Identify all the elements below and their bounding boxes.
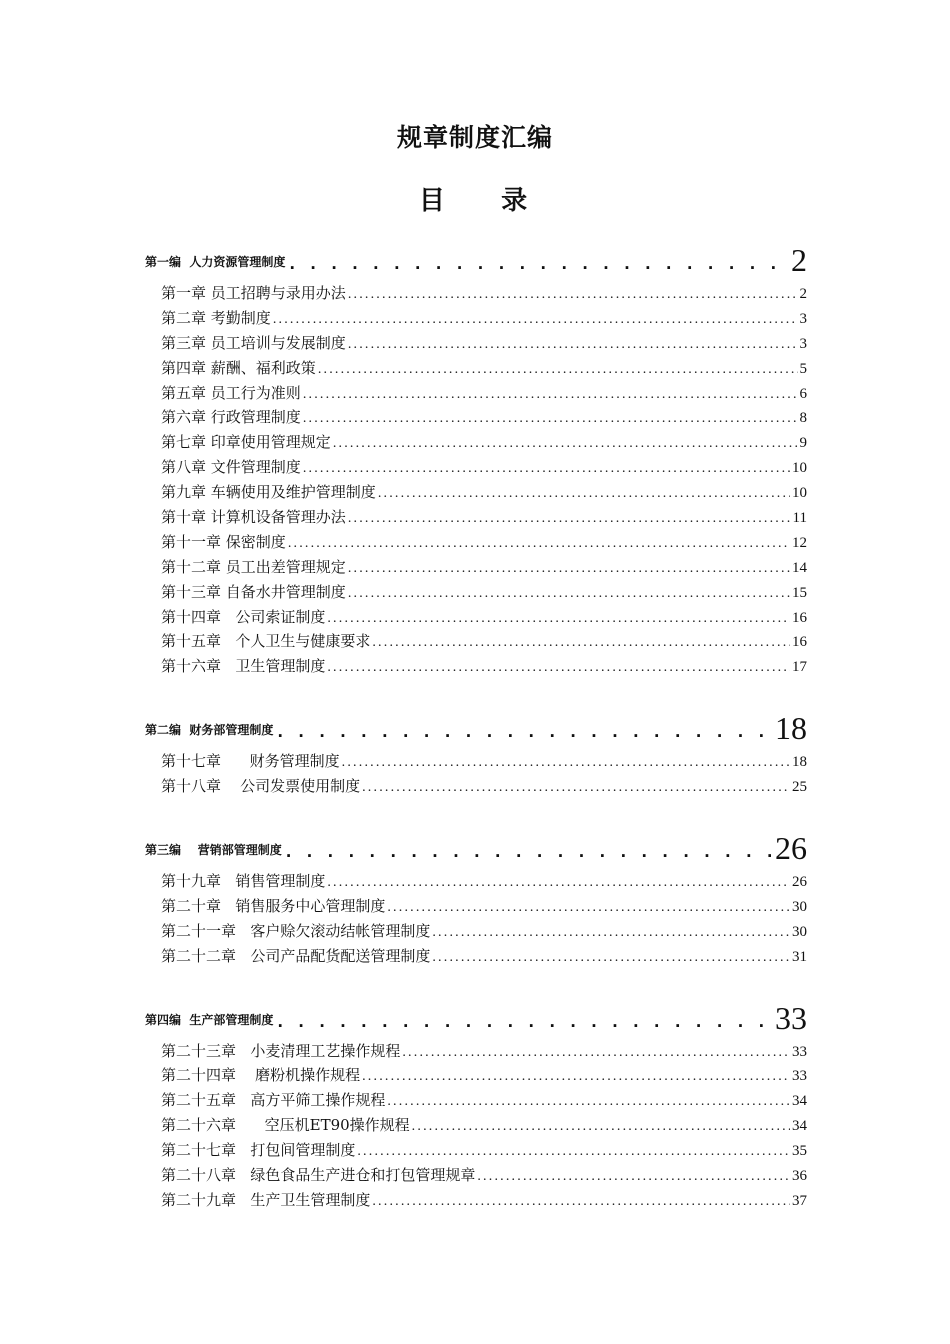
dot-leader [327, 660, 790, 676]
toc-chapter-entry[interactable] [161, 481, 807, 506]
chapter-number: 第二十章 [161, 896, 222, 915]
toc-chapter-entry[interactable] [161, 406, 807, 431]
part-page-number: 18 [775, 710, 807, 747]
dot-leader [289, 255, 787, 276]
chapter-title: 销售服务中心管理制度 [235, 896, 386, 915]
part-page-number: 33 [775, 999, 807, 1036]
chapter-number: 第九章 [161, 483, 207, 502]
chapter-list [161, 870, 807, 970]
toc-chapter-entry[interactable] [161, 1040, 807, 1065]
chapter-number: 第二十一章 [161, 921, 237, 940]
toc-part-entry[interactable] [145, 990, 807, 1034]
dot-leader [372, 635, 790, 651]
chapter-page-number: 17 [792, 659, 807, 676]
chapter-number: 第五章 [161, 383, 207, 402]
chapter-title: 员工出差管理规定 [225, 557, 346, 576]
part-title: 第二编 财务部管理制度 [145, 723, 274, 738]
toc-chapter-entry[interactable] [161, 1189, 807, 1214]
chapter-title: 印章使用管理规定 [210, 433, 331, 452]
dot-leader [342, 755, 790, 771]
chapter-number: 第二十五章 [161, 1091, 237, 1110]
toc-chapter-entry[interactable] [161, 945, 807, 970]
toc-chapter-entry[interactable] [161, 1064, 807, 1089]
chapter-title: 保密制度 [225, 532, 286, 551]
toc-chapter-entry[interactable] [161, 775, 807, 800]
toc-chapter-entry[interactable] [161, 357, 807, 382]
chapter-spacer [236, 1042, 250, 1060]
chapter-spacer [236, 947, 250, 965]
chapter-number: 第二十八章 [161, 1166, 237, 1185]
chapter-page-number: 30 [792, 923, 807, 940]
dot-leader [286, 843, 771, 864]
chapter-page-number: 3 [799, 310, 807, 327]
part-title: 第四编 生产部管理制度 [145, 1012, 274, 1027]
chapter-number: 第四章 [161, 358, 207, 377]
dot-leader [303, 461, 790, 477]
chapter-title: 绿色食品生产进仓和打包管理规章 [250, 1166, 476, 1185]
part-title: 第一编 人力资源管理制度 [145, 255, 286, 269]
dot-leader [318, 362, 798, 378]
toc-chapter-entry[interactable] [161, 895, 807, 920]
toc-chapter-entry[interactable] [161, 630, 807, 655]
chapter-spacer [236, 1166, 250, 1184]
chapter-page-number: 33 [792, 1068, 807, 1085]
chapter-page-number: 11 [792, 510, 807, 527]
chapter-number: 第十四章 [161, 607, 222, 626]
chapter-page-number: 36 [792, 1168, 807, 1185]
chapter-number: 第十三章 [161, 582, 222, 601]
toc-chapter-entry[interactable] [161, 456, 807, 481]
chapter-page-number: 9 [799, 435, 807, 452]
chapter-number: 第二十二章 [161, 946, 237, 965]
dot-leader [432, 950, 790, 966]
toc-chapter-entry[interactable] [161, 307, 807, 332]
chapter-number: 第六章 [161, 408, 207, 427]
chapter-number: 第十二章 [161, 557, 222, 576]
dot-leader [348, 561, 790, 577]
chapter-title: 员工培训与发展制度 [210, 333, 346, 352]
chapter-number: 第八章 [161, 458, 207, 477]
toc-chapter-entry[interactable] [161, 870, 807, 895]
chapter-title: 磨粉机操作规程 [255, 1066, 361, 1085]
toc-chapter-entry[interactable] [161, 531, 807, 556]
chapter-title: 公司发票使用制度 [240, 777, 361, 796]
toc-chapter-entry[interactable] [161, 655, 807, 680]
chapter-list [161, 1040, 807, 1214]
chapter-page-number: 10 [792, 460, 807, 477]
chapter-number: 第十章 [161, 508, 207, 527]
chapter-title: 空压机ET90操作规程 [264, 1116, 410, 1135]
chapter-number: 第二章 [161, 308, 207, 327]
toc-chapter-entry[interactable] [161, 581, 807, 606]
chapter-title: 客户赊欠滚动结帐管理制度 [250, 921, 431, 940]
chapter-title: 文件管理制度 [210, 458, 301, 477]
chapter-title: 考勤制度 [210, 308, 271, 327]
dot-leader [348, 337, 798, 353]
dot-leader [357, 1144, 790, 1160]
chapter-spacer [221, 608, 235, 626]
chapter-number: 第二十六章 [161, 1116, 237, 1135]
chapter-spacer [236, 1066, 255, 1084]
dot-leader [348, 511, 791, 527]
dot-leader [277, 723, 771, 744]
dot-leader [387, 1094, 790, 1110]
dot-leader [303, 387, 798, 403]
toc-chapter-entry[interactable] [161, 1139, 807, 1164]
toc-chapter-entry[interactable] [161, 332, 807, 357]
chapter-number: 第二十四章 [161, 1066, 237, 1085]
dot-leader [402, 1045, 790, 1061]
chapter-page-number: 16 [792, 634, 807, 651]
document-title: 规章制度汇编 [396, 123, 553, 152]
chapter-page-number: 18 [792, 754, 807, 771]
chapter-number: 第三章 [161, 333, 207, 352]
chapter-page-number: 25 [792, 779, 807, 796]
dot-leader [303, 411, 798, 427]
chapter-title: 个人卫生与健康要求 [235, 632, 371, 651]
chapter-title: 销售管理制度 [235, 872, 326, 891]
chapter-number: 第十六章 [161, 657, 222, 676]
toc-chapter-entry[interactable] [161, 382, 807, 407]
chapter-number: 第二十三章 [161, 1041, 237, 1060]
toc-part-entry[interactable] [145, 700, 807, 747]
dot-leader [333, 436, 798, 452]
chapter-spacer [236, 1141, 250, 1159]
toc-part-entry[interactable] [145, 232, 807, 276]
chapter-page-number: 16 [792, 609, 807, 626]
chapter-page-number: 6 [799, 385, 807, 402]
chapter-spacer [221, 752, 250, 770]
chapter-title: 员工行为准则 [210, 383, 301, 402]
chapter-page-number: 26 [792, 874, 807, 891]
chapter-title: 计算机设备管理办法 [210, 508, 346, 527]
toc-chapter-entry[interactable] [161, 920, 807, 945]
chapter-title: 员工招聘与录用办法 [210, 284, 346, 302]
chapter-spacer [236, 922, 250, 940]
chapter-title: 车辆使用及维护管理制度 [210, 483, 376, 502]
chapter-spacer [221, 872, 235, 890]
chapter-spacer [221, 632, 235, 650]
chapter-page-number: 33 [792, 1043, 807, 1060]
chapter-number: 第十一章 [161, 532, 222, 551]
chapter-number: 第十八章 [161, 777, 222, 796]
chapter-title: 小麦清理工艺操作规程 [250, 1041, 401, 1060]
dot-leader [378, 486, 790, 502]
chapter-number: 第十五章 [161, 632, 222, 651]
chapter-number: 第十七章 [161, 752, 222, 771]
toc-chapter-entry[interactable] [161, 506, 807, 531]
dot-leader [327, 875, 790, 891]
chapter-title: 公司产品配货配送管理制度 [250, 946, 431, 965]
chapter-page-number: 3 [799, 335, 807, 352]
dot-leader [273, 312, 798, 328]
chapter-page-number: 10 [792, 485, 807, 502]
chapter-spacer [221, 897, 235, 915]
chapter-number: 第一章 [161, 284, 207, 302]
chapter-spacer [236, 1116, 265, 1134]
chapter-title: 自备水井管理制度 [225, 582, 346, 601]
chapter-page-number: 12 [792, 534, 807, 551]
chapter-title: 生产卫生管理制度 [250, 1190, 371, 1209]
dot-leader [327, 611, 790, 627]
chapter-page-number: 35 [792, 1143, 807, 1160]
toc-chapter-entry[interactable] [161, 1089, 807, 1114]
dot-leader [277, 1013, 771, 1034]
chapter-page-number: 5 [799, 360, 807, 377]
chapter-spacer [221, 777, 240, 795]
chapter-page-number: 37 [792, 1192, 807, 1209]
chapter-number: 第十九章 [161, 872, 222, 891]
toc-chapter-entry[interactable] [161, 282, 807, 307]
chapter-list [161, 750, 807, 800]
chapter-title: 卫生管理制度 [235, 657, 326, 676]
dot-leader [372, 1194, 790, 1210]
chapter-page-number: 8 [799, 410, 807, 427]
part-title: 第三编 营销部管理制度 [145, 843, 282, 858]
chapter-title: 高方平筛工操作规程 [250, 1091, 386, 1110]
toc-chapter-entry[interactable] [161, 1114, 807, 1139]
dot-leader [362, 780, 790, 796]
chapter-page-number: 30 [792, 898, 807, 915]
dot-leader [477, 1169, 790, 1185]
dot-leader [362, 1069, 790, 1085]
dot-leader [432, 925, 790, 941]
toc-chapter-entry[interactable] [161, 606, 807, 631]
chapter-number: 第二十七章 [161, 1141, 237, 1160]
chapter-spacer [236, 1191, 250, 1209]
chapter-title: 薪酬、福利政策 [210, 358, 316, 377]
dot-leader [348, 586, 790, 602]
table-of-contents [145, 232, 807, 1214]
part-page-number: 2 [791, 242, 807, 278]
chapter-number: 第二十九章 [161, 1190, 237, 1209]
chapter-page-number: 34 [792, 1093, 807, 1110]
dot-leader [387, 900, 790, 916]
chapter-page-number: 15 [792, 584, 807, 601]
chapter-spacer [221, 657, 235, 675]
chapter-spacer [236, 1091, 250, 1109]
chapter-page-number: 34 [792, 1118, 807, 1135]
dot-leader [288, 536, 790, 552]
toc-chapter-entry[interactable] [161, 556, 807, 581]
chapter-title: 公司索证制度 [235, 607, 326, 626]
chapter-list [161, 282, 807, 680]
chapter-title: 行政管理制度 [210, 408, 301, 427]
chapter-page-number: 14 [792, 559, 807, 576]
chapter-page-number: 2 [799, 286, 807, 302]
toc-chapter-entry[interactable] [161, 1164, 807, 1189]
chapter-page-number: 31 [792, 948, 807, 965]
chapter-title: 打包间管理制度 [250, 1141, 356, 1160]
dot-leader [412, 1119, 790, 1135]
toc-heading: 目 录 [418, 186, 532, 216]
toc-part-entry[interactable] [145, 820, 807, 867]
dot-leader [348, 287, 798, 303]
toc-chapter-entry[interactable] [161, 431, 807, 456]
part-page-number: 26 [775, 830, 807, 867]
chapter-number: 第七章 [161, 433, 207, 452]
chapter-title: 财务管理制度 [249, 752, 340, 771]
toc-chapter-entry[interactable] [161, 750, 807, 775]
